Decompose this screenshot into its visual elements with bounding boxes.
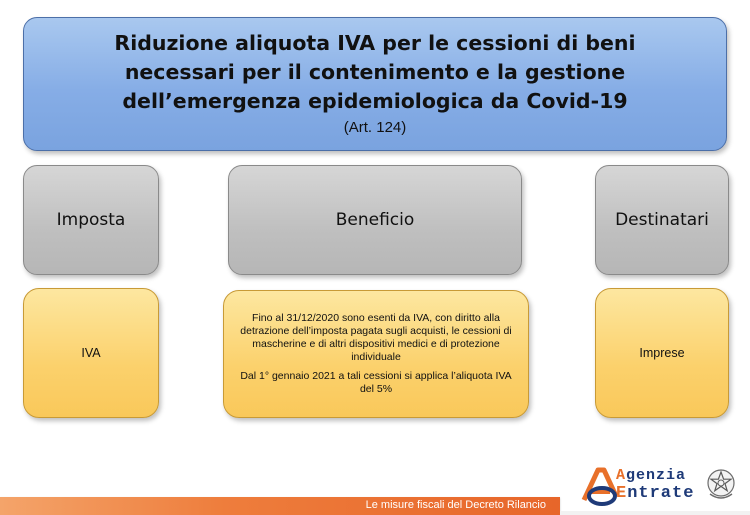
title-subtitle: (Art. 124) [343,119,407,136]
content-beneficio [223,290,529,418]
footer-divider [560,511,750,515]
header-beneficio [228,165,522,275]
footer-band [0,497,560,515]
agenzia-entrate-logo [580,462,740,508]
content-imposta-label: IVA [81,346,101,360]
header-imposta-label: Imposta [56,210,126,230]
logo-line1-cap: A [616,467,627,484]
logo-line2-rest: ntrate [627,484,695,503]
header-imposta [23,165,159,275]
footer-text: Le misure fiscali del Decreto Rilancio [365,499,546,511]
italian-republic-emblem-icon [704,464,738,502]
header-destinatari [595,165,729,275]
logo-wordmark [616,468,694,504]
header-beneficio-label: Beneficio [335,210,415,230]
content-beneficio-paragraph-2: Dal 1° gennaio 2021 a tali cessioni si applica l’aliquota IVA del 5% [240,370,512,395]
header-destinatari-label: Destinatari [615,210,709,230]
logo-line2-cap: E [616,484,628,503]
content-destinatari-label: Imprese [639,346,685,360]
content-destinatari [595,288,729,418]
content-imposta [23,288,159,418]
content-beneficio-paragraph-1: Fino al 31/12/2020 sono esenti da IVA, con diritto alla detrazione dell’imposta pagata sugli acquisti, le cessioni di mascherine e di altri dispositivi medici e di protezione individuale [240,312,512,363]
title-main: Riduzione aliquota IVA per le cessioni di beni necessari per il contenimento e la gestione dell’emergenza epidemiologica da Covid-19 [114,31,636,113]
logo-line1-rest: genzia [626,467,687,484]
title-box [23,17,727,151]
